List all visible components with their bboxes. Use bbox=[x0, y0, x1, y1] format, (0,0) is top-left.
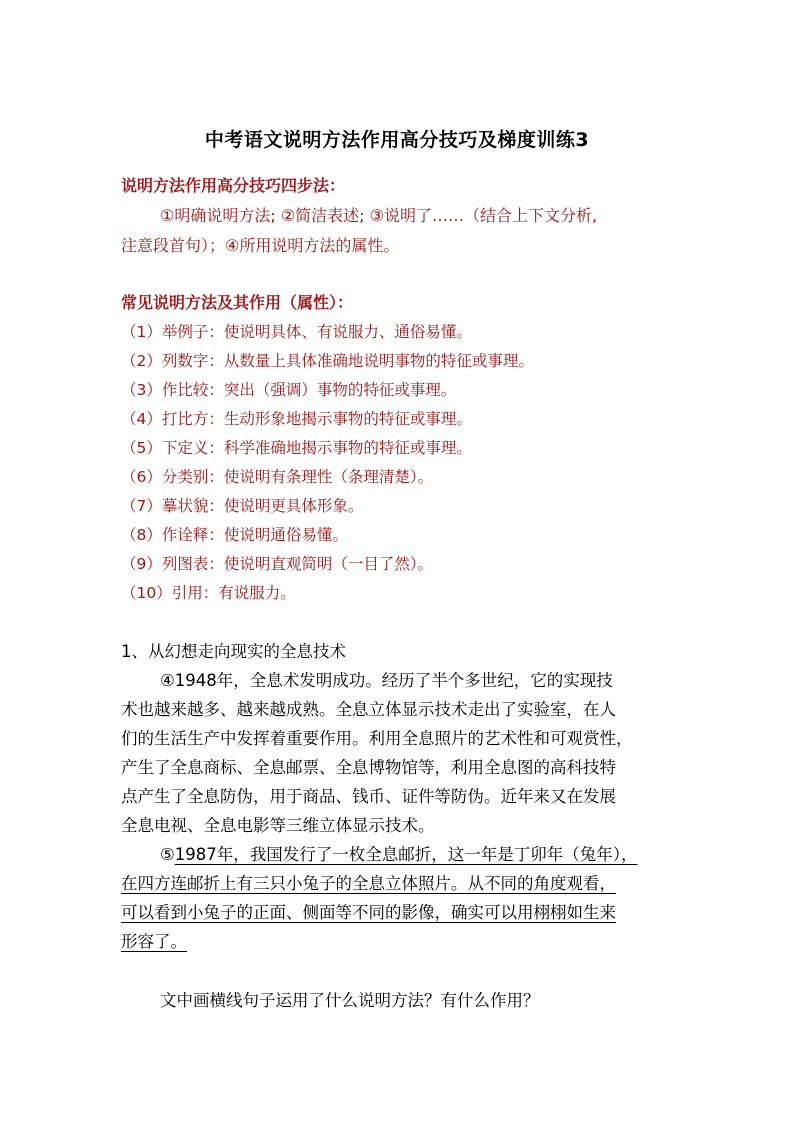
steps-line-2: 注意段首句）；④所用说明方法的属性。 bbox=[121, 236, 400, 255]
steps-line-1: ①明确说明方法; ②简洁表述; ③说明了……（结合上下文分析, bbox=[160, 206, 598, 225]
para5-first-line bbox=[160, 841, 638, 865]
methods-heading: 常见说明方法及其作用（属性）： bbox=[121, 293, 354, 312]
underlined-sentence: 1987年，我国发行了一枚全息邮折，这一年是丁卯年（兔年）， bbox=[174, 845, 638, 864]
para4-line: ④1948年，全息术发明成功。经历了半个多世纪，它的实现技 bbox=[160, 671, 613, 690]
method-item: （6）分类别：使说明有条理性（条理清楚）。 bbox=[121, 468, 434, 486]
para4-line: 产生了全息商标、全息邮票、全息博物馆等，利用全息图的高科技特 bbox=[121, 758, 616, 777]
method-item: （9）列图表：使说明直观简明（一目了然）。 bbox=[121, 555, 434, 573]
para4-line: 点产生了全息防伪，用于商品、钱币、证件等防伪。近年来又在发展 bbox=[121, 787, 616, 806]
method-item: （10）引用：有说服力。 bbox=[121, 584, 296, 602]
para5-marker: ⑤ bbox=[160, 845, 175, 864]
method-item: （5）下定义：科学准确地揭示事物的特征或事理。 bbox=[121, 439, 472, 457]
method-item: （2）列数字：从数量上具体准确地说明事物的特征或事理。 bbox=[121, 352, 534, 370]
underlined-sentence: 在四方连邮折上有三只小兔子的全息立体照片。从不同的角度观看， bbox=[121, 874, 616, 893]
exercise-question: 文中画横线句子运用了什么说明方法？有什么作用？ bbox=[160, 991, 540, 1010]
para4-line: 们的生活生产中发挥着重要作用。利用全息照片的艺术性和可观赏性， bbox=[121, 729, 633, 748]
exercise-title: 1、从幻想走向现实的全息技术 bbox=[121, 642, 346, 661]
method-item: （8）作诠释：使说明通俗易懂。 bbox=[121, 526, 348, 544]
document-title: 中考语文说明方法作用高分技巧及梯度训练3 bbox=[204, 129, 590, 151]
para4-line: 全息电视、全息电影等三维立体显示技术。 bbox=[121, 816, 435, 835]
method-item: （1）举例子：使说明具体、有说服力、通俗易懂。 bbox=[121, 323, 472, 341]
para4-line: 术也越来越多、越来越成熟。全息立体显示技术走出了实验室，在人 bbox=[121, 700, 616, 719]
steps-heading: 说明方法作用高分技巧四步法： bbox=[121, 176, 346, 195]
method-item: （7）摹状貌：使说明更具体形象。 bbox=[121, 497, 364, 515]
method-item: （4）打比方：生动形象地揭示事物的特征或事理。 bbox=[121, 410, 472, 428]
underlined-sentence: 形容了。 bbox=[121, 932, 187, 951]
underlined-sentence: 可以看到小兔子的正面、侧面等不同的影像，确实可以用栩栩如生来 bbox=[121, 903, 616, 922]
method-item: （3）作比较：突出（强调）事物的特征或事理。 bbox=[121, 381, 457, 399]
